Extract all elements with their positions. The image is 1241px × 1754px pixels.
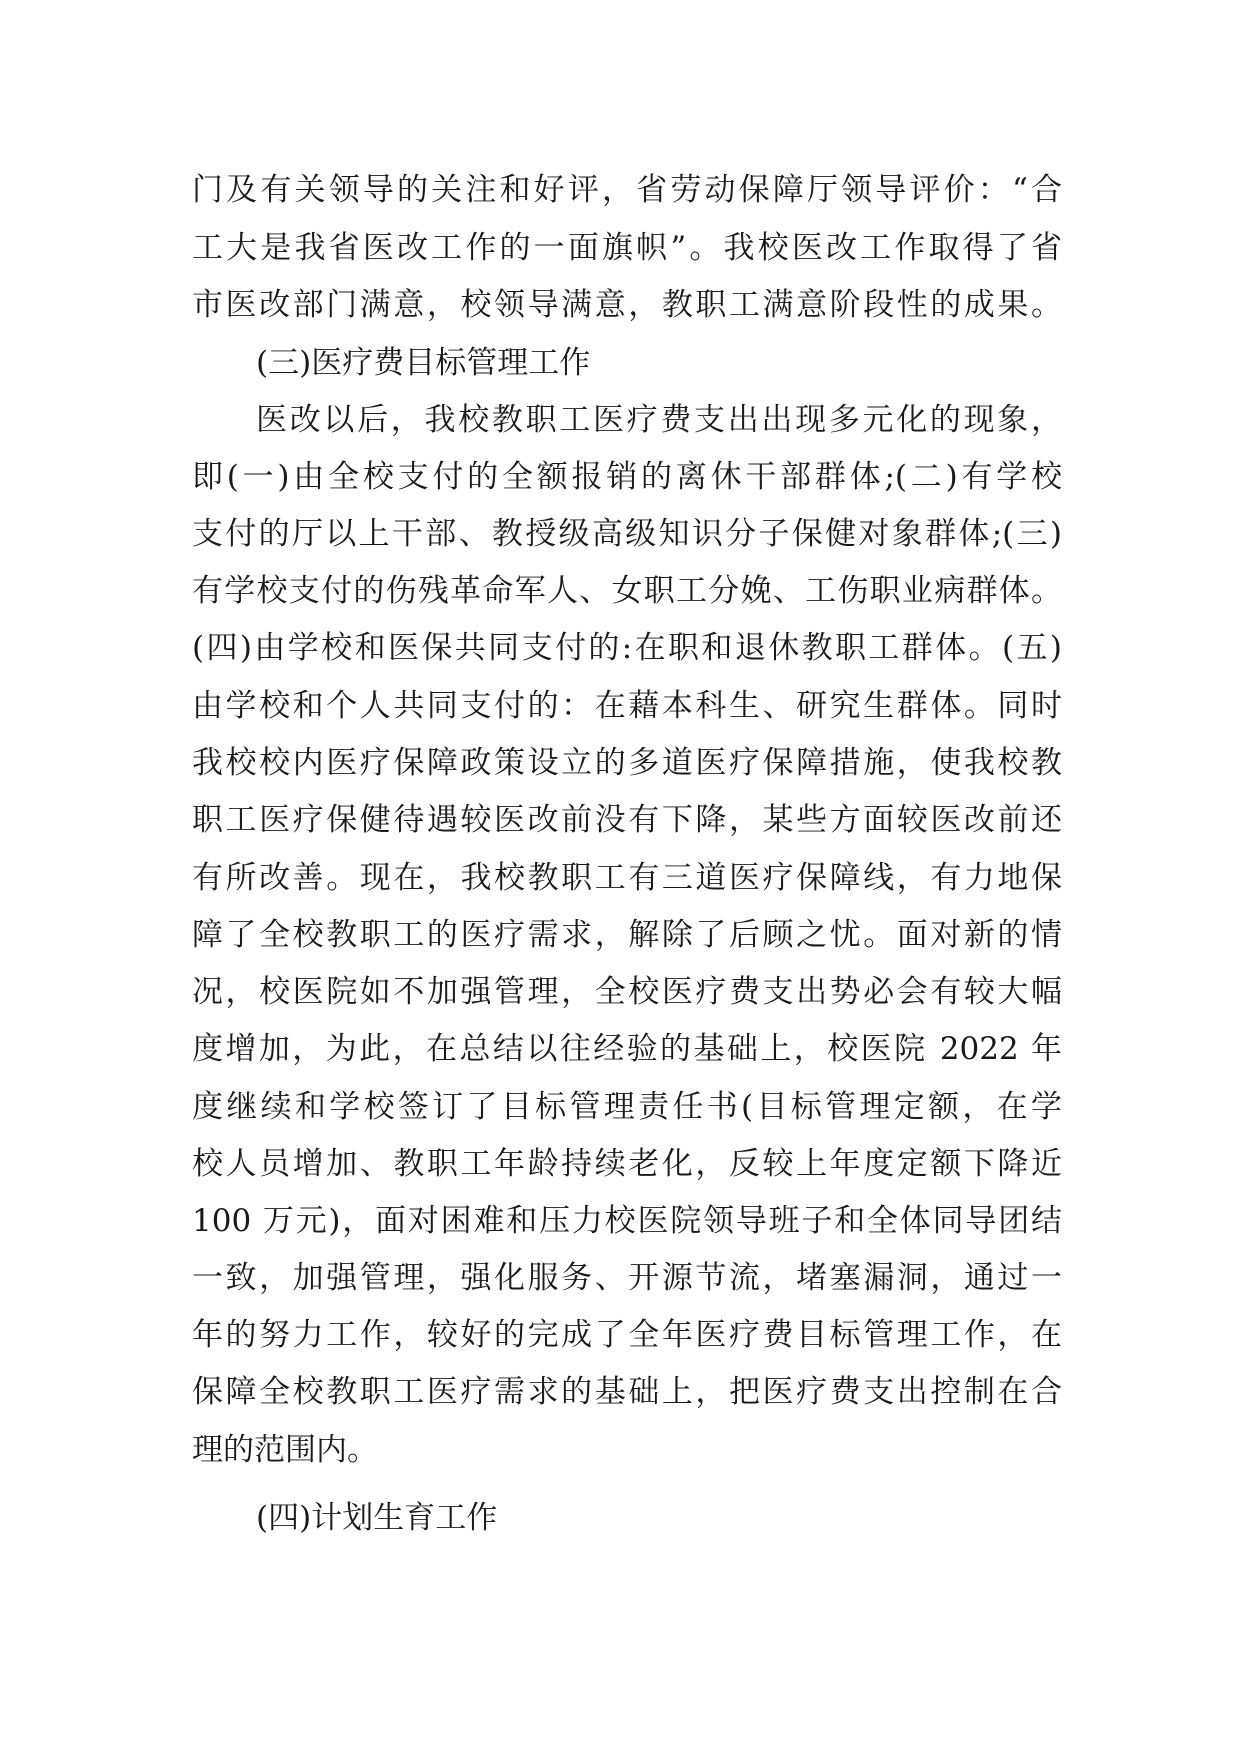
paragraph-line: 支付的厅以上干部、教授级高级知识分子保健对象群体;(三) (192, 516, 1062, 552)
paragraph-line: 由学校和个人共同支付的：在藉本科生、研究生群体。同时 (192, 688, 1062, 724)
paragraph-line: 保障全校教职工医疗需求的基础上，把医疗费支出控制在合 (192, 1374, 1062, 1410)
paragraph-line: 职工医疗保健待遇较医改前没有下降，某些方面较医改前还 (192, 802, 1062, 838)
paragraph-line: 100 万元)，面对困难和压力校医院领导班子和全体同导团结 (192, 1203, 1062, 1239)
paragraph-line: 有学校支付的伤残革命军人、女职工分娩、工伤职业病群体。 (192, 573, 1062, 609)
paragraph-line: 校人员增加、教职工年龄持续老化，反较上年度定额下降近 (192, 1146, 1062, 1182)
paragraph-line: 门及有关领导的关注和好评，省劳动保障厅领导评价：“合 (192, 172, 1062, 208)
paragraph-line: 医改以后，我校教职工医疗费支出出现多元化的现象， (256, 402, 1062, 438)
paragraph-line: 度继续和学校签订了目标管理责任书(目标管理定额，在学 (192, 1089, 1062, 1125)
paragraph-line: 即(一)由全校支付的全额报销的离休干部群体;(二)有学校 (192, 459, 1062, 495)
paragraph-line: (四)由学校和医保共同支付的:在职和退休教职工群体。(五) (192, 630, 1062, 666)
paragraph-line: 一致，加强管理，强化服务、开源节流，堵塞漏洞，通过一 (192, 1260, 1062, 1296)
paragraph-line: 市医改部门满意，校领导满意，教职工满意阶段性的成果。 (192, 287, 1062, 323)
paragraph-line: 我校校内医疗保障政策设立的多道医疗保障措施，使我校教 (192, 745, 1062, 781)
paragraph-line: 障了全校教职工的医疗需求，解除了后顾之忧。面对新的情 (192, 917, 1062, 953)
paragraph-line: 度增加，为此，在总结以往经验的基础上，校医院 2022 年 (192, 1031, 1062, 1067)
paragraph-line: 理的范围内。 (192, 1432, 378, 1468)
paragraph-line: 工大是我省医改工作的一面旗帜”。我校医改工作取得了省 (192, 230, 1062, 266)
paragraph-line: 年的努力工作，较好的完成了全年医疗费目标管理工作，在 (192, 1317, 1062, 1353)
section-heading: (四)计划生育工作 (256, 1500, 498, 1536)
section-heading: (三)医疗费目标管理工作 (256, 345, 591, 381)
paragraph-line: 有所改善。现在，我校教职工有三道医疗保障线，有力地保 (192, 860, 1062, 896)
paragraph-line: 况，校医院如不加强管理，全校医疗费支出势必会有较大幅 (192, 974, 1062, 1010)
